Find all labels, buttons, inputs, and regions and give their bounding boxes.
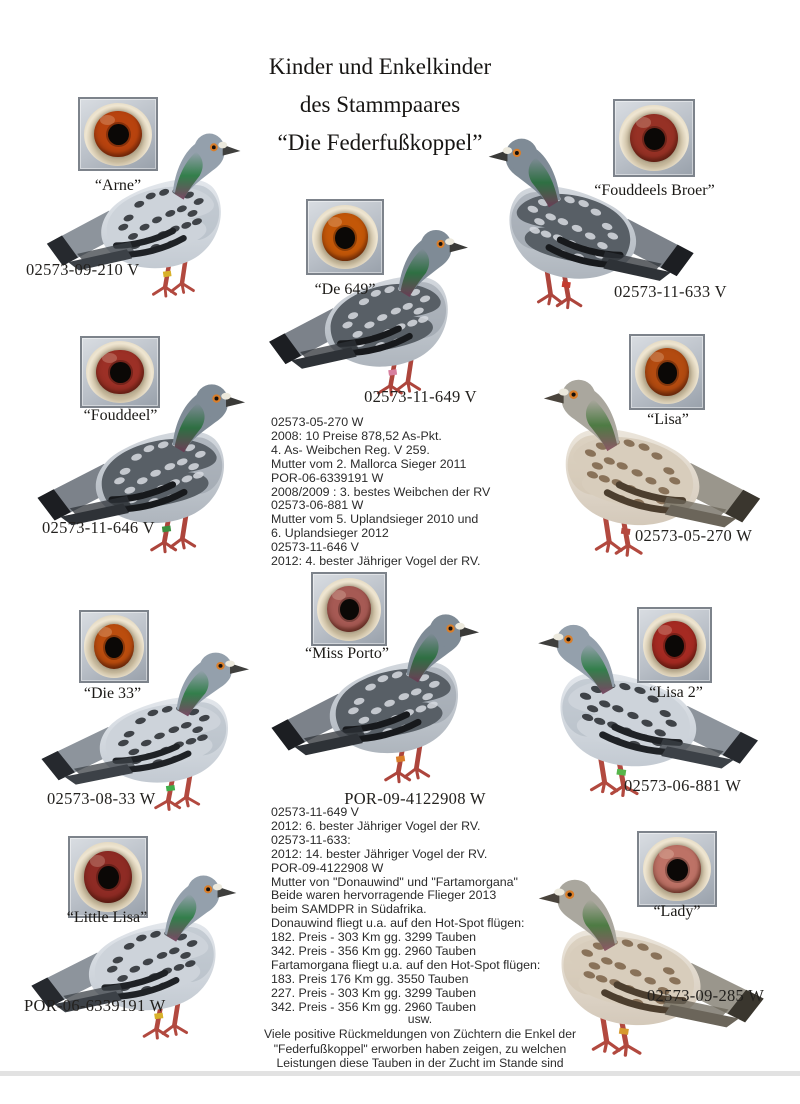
eye-pupil — [110, 362, 131, 382]
footer-line: Viele positive Rückmeldungen von Züchtern die Enkel der — [263, 1026, 577, 1041]
page-title — [180, 48, 580, 162]
eye-photo-die-33 — [79, 610, 149, 683]
achievements-text-top — [271, 416, 490, 569]
ring-number-little-lisa: POR-06-6339191 W — [24, 996, 166, 1015]
bird-name-arne: “Arne” — [94, 177, 142, 194]
bird-name-little-lisa: “Little Lisa” — [66, 909, 148, 926]
bird-name-de-649: “De 649” — [314, 281, 376, 298]
eye-pupil — [644, 128, 665, 150]
ring-number-lisa: 02573-05-270 W — [635, 526, 753, 545]
info-line: Beide waren hervorragende Flieger 2013 — [271, 888, 497, 903]
eye-photo-lady — [637, 831, 717, 907]
footer-line: usw. — [407, 1012, 433, 1026]
bird-name-die-33: “Die 33” — [83, 685, 142, 702]
info-line: 02573-11-646 V — [271, 540, 359, 555]
info-line: 2012: 14. bester Jähriger Vogel der RV. — [271, 846, 488, 861]
achievements-text-bottom — [271, 806, 540, 1015]
ring-number-miss-porto: POR-09-4122908 W — [344, 789, 486, 808]
eye-photo-lisa-2 — [637, 607, 712, 683]
title-line-2: des Stammpaares — [299, 92, 461, 117]
info-line: 4. As- Weibchen Reg. V 259. — [271, 442, 430, 457]
info-line: Donauwind fliegt u.a. auf den Hot-Spot flügen: — [271, 916, 525, 931]
eye-photo-little-lisa — [68, 836, 148, 918]
bottom-divider — [0, 1071, 800, 1076]
bird-name-fouddeels-broer: “Fouddeels Broer” — [594, 182, 715, 199]
info-line: 02573-06-881 W — [271, 498, 364, 513]
eye-photo-de-649 — [306, 199, 384, 275]
title-line-3: “Die Federfußkoppel” — [277, 130, 483, 155]
info-line: 342. Preis - 356 Km gg. 2960 Tauben — [271, 944, 477, 959]
info-line: 02573-11-633: — [271, 832, 351, 847]
ring-number-fouddeels-broer: 02573-11-633 V — [614, 282, 727, 301]
bird-name-fouddeel: “Fouddeel” — [83, 407, 158, 424]
eye-photo-fouddeel — [80, 336, 160, 408]
eye-pupil — [108, 124, 129, 145]
footer-line: Leistungen diese Tauben in der Zucht im Stande sind — [276, 1056, 564, 1071]
ring-number-arne: 02573-09-210 V — [26, 260, 140, 279]
eye-photo-miss-porto — [311, 572, 387, 646]
info-line: Fartamorgana fliegt u.a. auf den Hot-Spot flügen: — [271, 957, 541, 972]
info-line: 6. Uplandsieger 2012 — [271, 526, 389, 541]
bird-name-lisa: “Lisa” — [647, 411, 689, 428]
eye-pupil — [667, 859, 688, 881]
info-line: POR-06-6339191 W — [271, 470, 384, 485]
info-line: 2008/2009 : 3. bestes Weibchen der RV — [271, 484, 491, 499]
eye-photo-lisa — [629, 334, 705, 410]
title-line-1: Kinder und Enkelkinder — [268, 54, 492, 79]
ring-number-de-649: 02573-11-649 V — [364, 387, 477, 406]
ring-number-lady: 02573-09-285 W — [647, 986, 765, 1005]
bird-name-lady: “Lady” — [653, 903, 701, 920]
eye-pupil — [98, 866, 119, 889]
info-line: beim SAMDPR in Südafrika. — [271, 902, 427, 917]
eye-photo-fouddeels-broer — [613, 99, 695, 177]
info-line: 02573-05-270 W — [271, 415, 364, 429]
bird-name-miss-porto: “Miss Porto” — [305, 645, 389, 662]
eye-pupil — [340, 599, 359, 620]
eye-pupil — [665, 635, 684, 657]
info-line: POR-09-4122908 W — [271, 860, 384, 875]
eye-pupil — [335, 227, 355, 249]
footer-line: "Federfußkoppel" erworben haben zeigen, zu welchen — [273, 1041, 567, 1056]
bird-name-lisa-2: “Lisa 2” — [649, 684, 703, 701]
info-line: Mutter vom 2. Mallorca Sieger 2011 — [271, 456, 467, 471]
ring-number-lisa-2: 02573-06-881 W — [624, 776, 742, 795]
info-line: 2012: 4. bester Jähriger Vogel der RV. — [271, 554, 481, 569]
footer-note — [225, 1012, 615, 1071]
eye-photo-arne — [78, 97, 158, 171]
info-line: Mutter von "Donauwind" und "Fartamorgana" — [271, 874, 518, 889]
info-line: 227. Preis - 303 Km gg. 3299 Tauben — [271, 985, 477, 1000]
info-line: 2008: 10 Preise 878,52 As-Pkt. — [271, 428, 442, 443]
ring-number-fouddeel: 02573-11-646 V — [42, 518, 155, 537]
info-line: 2012: 6. bester Jähriger Vogel der RV. — [271, 818, 481, 833]
info-line: 02573-11-649 V — [271, 805, 359, 819]
info-line: 183. Preis 176 Km gg. 3550 Tauben — [271, 971, 469, 986]
eye-pupil — [658, 362, 677, 384]
info-line: Mutter vom 5. Uplandsieger 2010 und — [271, 512, 479, 527]
eye-pupil — [105, 637, 123, 658]
info-line: 182. Preis - 303 Km gg. 3299 Tauben — [271, 930, 477, 945]
ring-number-die-33: 02573-08-33 W — [47, 789, 156, 808]
info-line: 342. Preis - 356 Km gg. 2960 Tauben — [271, 999, 477, 1014]
